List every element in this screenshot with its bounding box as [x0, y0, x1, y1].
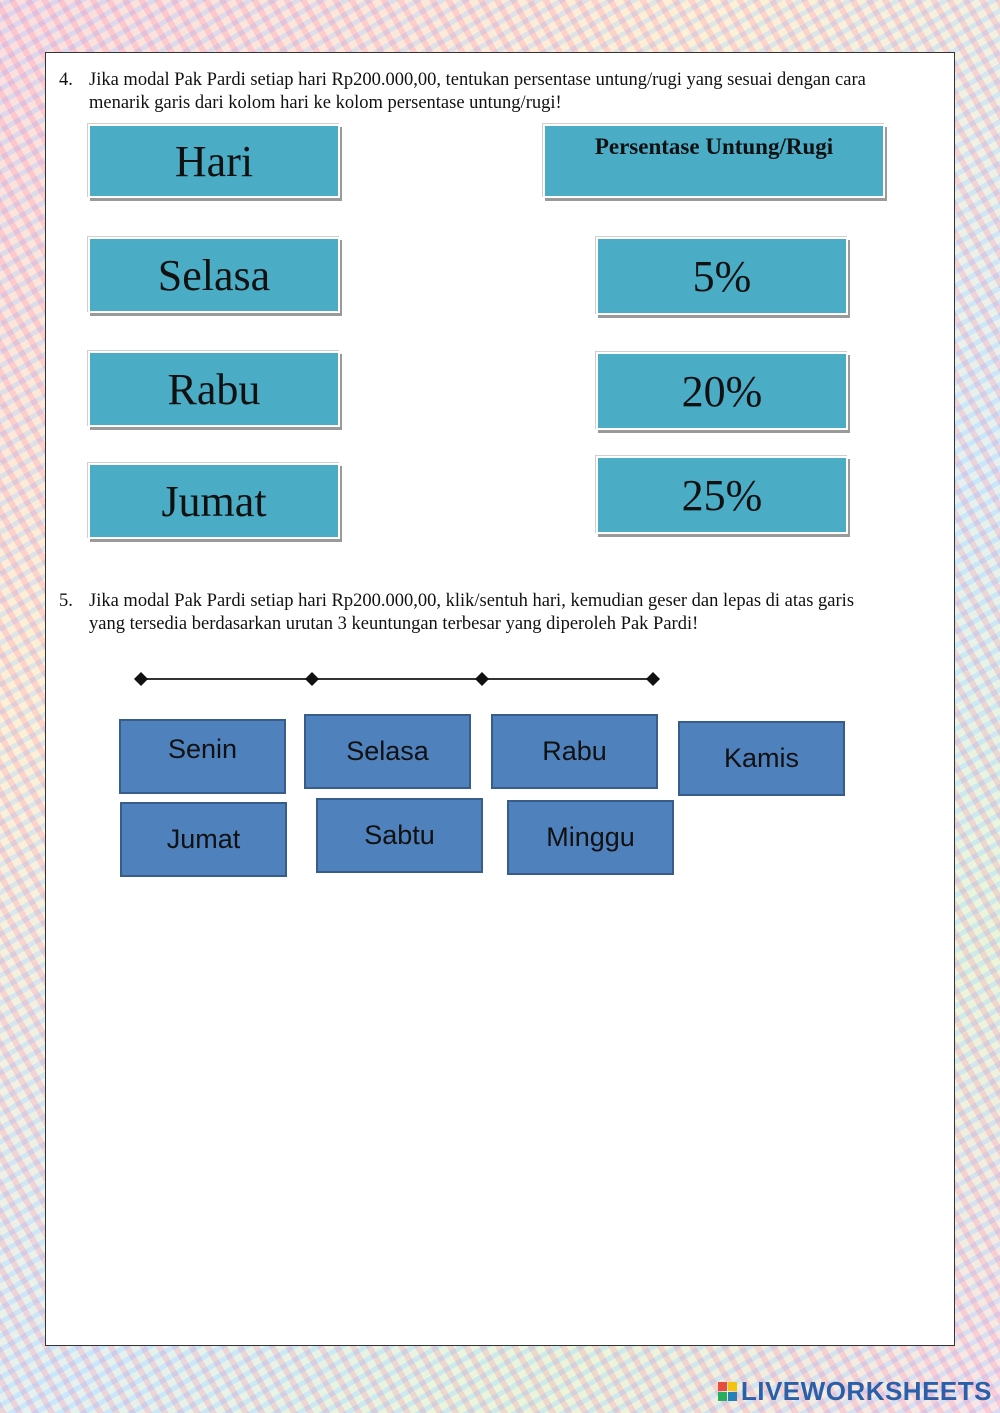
match-day-selasa[interactable]: Selasa: [88, 237, 340, 313]
drop-line: [131, 668, 666, 690]
question-4-line-2: menarik garis dari kolom hari ke kolom persentase untung/rugi!: [89, 93, 562, 113]
match-day-jumat[interactable]: Jumat: [88, 463, 340, 539]
question-4-text: [89, 69, 866, 115]
drag-item-jumat[interactable]: Jumat: [120, 802, 287, 877]
match-percent-25[interactable]: 25%: [596, 456, 848, 534]
question-5-number: 5.: [59, 591, 73, 611]
drop-slot-marker[interactable]: [134, 672, 148, 686]
question-5-line-2: yang tersedia berdasarkan urutan 3 keuntungan terbesar yang diperoleh Pak Pardi!: [89, 614, 699, 634]
drag-item-minggu[interactable]: Minggu: [507, 800, 674, 875]
header-persentase: Persentase Untung/Rugi: [543, 124, 885, 198]
liveworksheets-logo-icon: [718, 1382, 737, 1401]
header-hari: Hari: [88, 124, 340, 198]
match-day-rabu[interactable]: Rabu: [88, 351, 340, 427]
question-5-text: [89, 590, 854, 636]
drag-item-selasa[interactable]: Selasa: [304, 714, 471, 789]
question-4-number: 4.: [59, 70, 73, 90]
question-4: [59, 69, 949, 119]
drag-item-sabtu[interactable]: Sabtu: [316, 798, 483, 873]
drag-item-rabu[interactable]: Rabu: [491, 714, 658, 789]
drop-slot-marker[interactable]: [305, 672, 319, 686]
question-5-line-1: Jika modal Pak Pardi setiap hari Rp200.000,00, klik/sentuh hari, kemudian geser dan lepas di atas garis: [89, 591, 855, 611]
drop-slot-marker[interactable]: [475, 672, 489, 686]
liveworksheets-logo-text: LIVEWORKSHEETS: [740, 1376, 992, 1406]
match-percent-5[interactable]: 5%: [596, 237, 848, 315]
drag-item-senin[interactable]: Senin: [119, 719, 286, 794]
match-percent-20[interactable]: 20%: [596, 352, 848, 430]
worksheet-page: [45, 52, 955, 1346]
question-5: [59, 590, 949, 640]
question-4-line-1: Jika modal Pak Pardi setiap hari Rp200.000,00, tentukan persentase untung/rugi yang sesuai dengan cara: [89, 70, 866, 90]
drag-item-kamis[interactable]: Kamis: [678, 721, 845, 796]
drop-slot-marker[interactable]: [646, 672, 660, 686]
liveworksheets-logo[interactable]: [718, 1376, 992, 1407]
